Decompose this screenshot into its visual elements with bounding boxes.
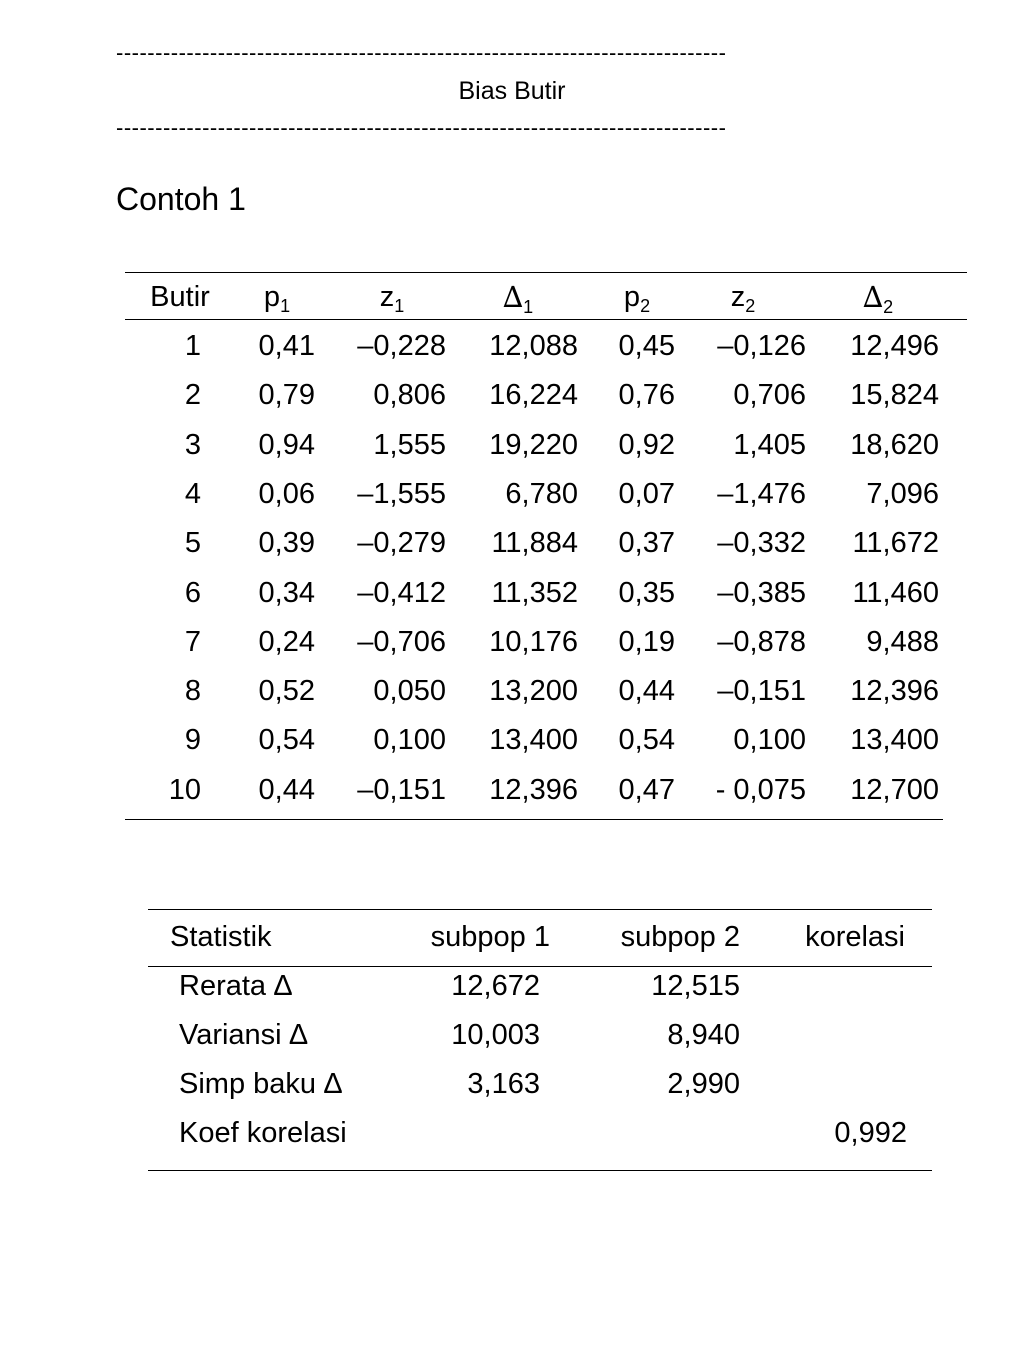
table1-cell: 12,700 — [850, 773, 939, 806]
table1-cell: 19,220 — [489, 428, 578, 461]
table2-cell: 12,672 — [451, 970, 540, 1002]
table1-cell: 3 — [184, 428, 201, 461]
table1-cell: 0,92 — [618, 428, 675, 461]
table1-cell: 11,672 — [852, 527, 939, 560]
table1-header-label: p — [623, 281, 641, 313]
table2-cell: 8,940 — [667, 1019, 740, 1051]
table1-cell: –0,151 — [717, 675, 806, 708]
table1-cell: 0,806 — [373, 379, 446, 412]
table1-cell: 4 — [184, 477, 201, 510]
table1-cell: 0,47 — [618, 773, 675, 806]
table1-cell: 6,780 — [505, 477, 578, 510]
table1-cell: 0,45 — [618, 330, 675, 362]
table1-header-subscript: 2 — [883, 297, 894, 317]
table1-header-label: z — [379, 281, 395, 313]
table1-cell: 1 — [184, 330, 201, 362]
table2-cell: 3,163 — [467, 1068, 540, 1100]
table1-top-rule — [125, 272, 967, 273]
table2-header-0: Statistik — [170, 921, 272, 953]
table1-header-label: z — [730, 281, 746, 313]
table2-cell: Simp baku ∆ — [179, 1068, 342, 1100]
table1-cell: 10 — [168, 773, 201, 806]
table2-header-2: subpop 2 — [620, 921, 740, 953]
table1-header-rule — [125, 319, 967, 320]
table1-cell: 0,94 — [258, 428, 315, 461]
table1-cell: 0,52 — [258, 675, 315, 708]
table1-cell: 10,176 — [489, 625, 578, 658]
table1-cell: 0,06 — [258, 477, 315, 510]
table2-cell: 12,515 — [651, 970, 740, 1002]
table1-cell: –1,476 — [717, 477, 806, 510]
table1-cell: 0,19 — [618, 625, 675, 658]
table1-cell: –0,878 — [717, 625, 806, 658]
table1-cell: 0,54 — [258, 724, 315, 757]
table1-cell: 0,54 — [618, 724, 675, 757]
table1-header-5 — [673, 277, 813, 317]
table1-cell: –1,555 — [357, 477, 446, 510]
table1-header-6 — [808, 277, 948, 318]
table1-cell: 1,555 — [373, 428, 446, 461]
table1-cell: –0,412 — [357, 576, 446, 609]
table1-cell: 15,824 — [850, 379, 939, 412]
table1-cell: 11,884 — [491, 527, 578, 560]
table1-cell: 0,37 — [618, 527, 675, 560]
table1-cell: 0,050 — [373, 675, 446, 708]
table1-cell: –0,332 — [717, 527, 806, 560]
table1-cell: 5 — [184, 527, 201, 560]
table2-cell: Variansi ∆ — [179, 1019, 308, 1051]
table2-top-rule — [148, 909, 932, 910]
table1-header-label: p — [263, 281, 281, 313]
table1-cell: 1,405 — [733, 428, 806, 461]
table1-cell: –0,126 — [717, 330, 806, 362]
table1-cell: 11,460 — [852, 576, 939, 609]
table1-header-label: ∆ — [862, 280, 884, 314]
header-dashes-top: ------------------------------------------------------------------------------ — [116, 40, 727, 65]
table1-cell: 12,396 — [489, 773, 578, 806]
table1-cell: –0,706 — [357, 625, 446, 658]
table1-header-subscript: 1 — [394, 296, 405, 316]
table2-header-1: subpop 1 — [430, 921, 550, 953]
table1-cell: 7,096 — [866, 477, 939, 510]
table1-cell: 16,224 — [489, 379, 578, 412]
table1-cell: 9,488 — [866, 625, 939, 658]
table1-header-subscript: 1 — [280, 296, 291, 316]
table1-cell: 0,44 — [258, 773, 315, 806]
table1-cell: 2 — [184, 379, 201, 412]
table1-cell: 0,706 — [733, 379, 806, 412]
table1-cell: –0,228 — [357, 330, 446, 362]
table1-header-subscript: 2 — [640, 296, 651, 316]
table1-bottom-rule — [125, 819, 943, 820]
table2-cell: 2,990 — [667, 1068, 740, 1100]
table2-cell: Rerata ∆ — [179, 970, 292, 1002]
table1-cell: 0,100 — [733, 724, 806, 757]
table1-cell: 0,44 — [618, 675, 675, 708]
table1-header-label: ∆ — [502, 280, 524, 314]
table1-cell: 6 — [184, 576, 201, 609]
table1-cell: 12,396 — [850, 675, 939, 708]
table1-header-subscript: 1 — [523, 297, 534, 317]
table2-cell: Koef korelasi — [179, 1117, 347, 1149]
table1-cell: 12,496 — [850, 330, 939, 362]
table1-cell: –0,151 — [357, 773, 446, 806]
table1-cell: 0,41 — [258, 330, 315, 362]
table1-cell: –0,385 — [717, 576, 806, 609]
table1-cell: 0,39 — [258, 527, 315, 560]
table1-cell: 13,200 — [489, 675, 578, 708]
example-title: Contoh 1 — [116, 181, 246, 217]
table1-cell: 0,07 — [618, 477, 675, 510]
table1-cell: 0,35 — [618, 576, 675, 609]
table1-header-subscript: 2 — [745, 296, 756, 316]
table2-cell: 10,003 — [451, 1019, 540, 1051]
header-dashes-bottom: ------------------------------------------------------------------------------ — [116, 115, 727, 140]
table2-cell: 0,992 — [834, 1117, 907, 1149]
table1-cell: 18,620 — [850, 428, 939, 461]
table1-cell: 11,352 — [491, 576, 578, 609]
table1-cell: 9 — [184, 724, 201, 757]
table1-cell: –0,279 — [357, 527, 446, 560]
table2-header-3: korelasi — [805, 921, 905, 953]
table1-cell: 7 — [184, 625, 201, 658]
table1-cell: 12,088 — [489, 330, 578, 362]
table1-cell: 0,24 — [258, 625, 315, 658]
page-header-title: Bias Butir — [458, 77, 566, 105]
table1-cell: - 0,075 — [715, 773, 806, 806]
table1-cell: 0,79 — [258, 379, 315, 412]
table1-cell: 13,400 — [489, 724, 578, 757]
table1-header-2 — [322, 277, 462, 317]
table1-cell: 8 — [184, 675, 201, 708]
table1-cell: 0,100 — [373, 724, 446, 757]
table1-cell: 13,400 — [850, 724, 939, 757]
table2-bottom-rule — [148, 1170, 932, 1171]
table1-cell: 0,76 — [618, 379, 675, 412]
table1-cell: 0,34 — [258, 576, 315, 609]
table1-header-label: Butir — [150, 281, 210, 313]
